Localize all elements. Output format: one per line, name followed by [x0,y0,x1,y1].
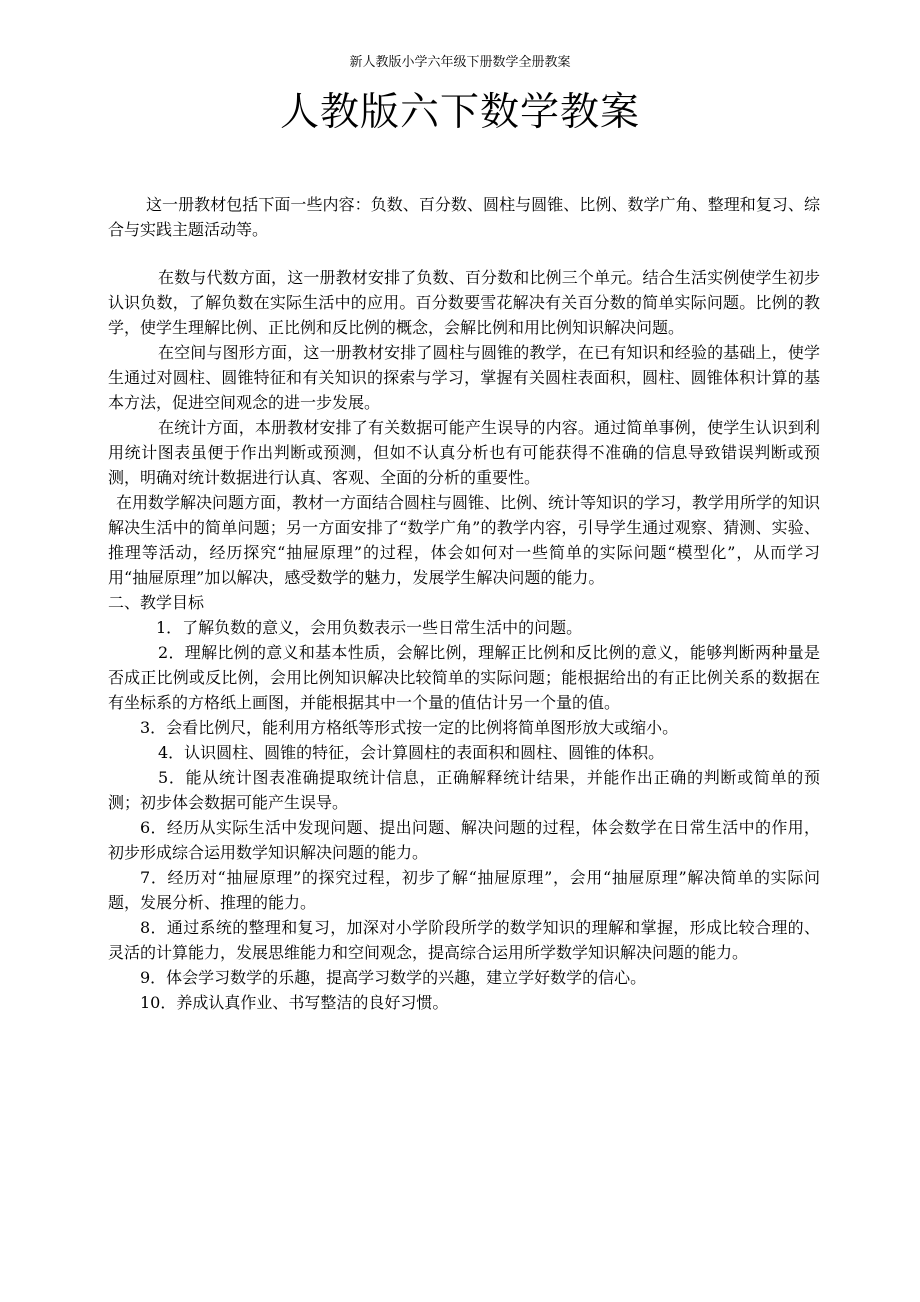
main-section [108,265,820,1015]
intro-section [108,192,820,242]
goal-item: 1．了解负数的意义，会用负数表示一些日常生活中的问题。 [156,618,583,637]
paragraph-statistics: 在统计方面，本册教材安排了有关数据可能产生误导的内容。通过简单事例，使学生认识到利用统计图表虽便于作出判断或预测，但如不认真分析也有可能获得不准确的信息导致错误判断或预测，明确对统计数据进行认真、客观、全面的分析的重要性。 [108,418,820,487]
goal-item: 10．养成认真作业、书写整洁的良好习惯。 [140,993,449,1012]
paragraph-space-geometry: 在空间与图形方面，这一册教材安排了圆柱与圆锥的教学，在已有知识和经验的基础上，使学生通过对圆柱、圆锥特征和有关知识的探索与学习，掌握有关圆柱表面积，圆柱、圆锥体积计算的基本方法，促进空间观念的进一步发展。 [108,343,820,412]
goal-item: 6．经历从实际生活中发现问题、提出问题、解决问题的过程，体会数学在日常生活中的作用，初步形成综合运用数学知识解决问题的能力。 [108,818,820,862]
goal-item: 7．经历对“抽屉原理”的探究过程，初步了解“抽屉原理”，会用“抽屉原理”解决简单的实际问题，发展分析、推理的能力。 [108,868,820,912]
goal-item: 9．体会学习数学的乐趣，提高学习数学的兴趣，建立学好数学的信心。 [140,968,647,987]
paragraph-numbers-algebra: 在数与代数方面，这一册教材安排了负数、百分数和比例三个单元。结合生活实例使学生初步认识负数，了解负数在实际生活中的应用。百分数要雪花解决有关百分数的简单实际问题。比例的教学，使学生理解比例、正比例和反比例的概念，会解比例和用比例知识解决问题。 [108,268,820,337]
goal-item: 4．认识圆柱、圆锥的特征，会计算圆柱的表面积和圆柱、圆锥的体积。 [158,743,665,762]
page-header: 新人教版小学六年级下册数学全册教案 [349,55,571,70]
goal-item: 3．会看比例尺，能利用方格纸等形式按一定的比例将简单图形放大或缩小。 [140,718,679,737]
intro-paragraph: 这一册教材包括下面一些内容：负数、百分数、圆柱与圆锥、比例、数学广角、整理和复习、综合与实践主题活动等。 [108,195,820,239]
goal-item: 2．理解比例的意义和基本性质，会解比例，理解正比例和反比例的意义，能够判断两种量是否成正比例或反比例，会用比例知识解决比较简单的实际问题；能根据给出的有正比例关系的数据在有坐标系的方格纸上画图，并能根据其中一个量的值估计另一个量的值。 [108,643,820,712]
document-title: 人教版六下数学教案 [279,90,640,135]
goals-heading: 二、教学目标 [108,593,205,612]
goal-item: 8．通过系统的整理和复习，加深对小学阶段所学的数学知识的理解和掌握，形成比较合理的、灵活的计算能力，发展思维能力和空间观念，提高综合运用所学数学知识解决问题的能力。 [108,918,820,962]
goal-item: 5．能从统计图表准确提取统计信息，正确解释统计结果，并能作出正确的判断或简单的预测；初步体会数据可能产生误导。 [108,768,820,812]
paragraph-problem-solving: 在用数学解决问题方面，教材一方面结合圆柱与圆锥、比例、统计等知识的学习，教学用所学的知识解决生活中的简单问题；另一方面安排了“数学广角”的教学内容，引导学生通过观察、猜测、实验、推理等活动，经历探究“抽屉原理”的过程，体会如何对一些简单的实际问题“模型化”，从而学习用“抽屉原理”加以解决，感受数学的魅力，发展学生解决问题的能力。 [108,493,821,587]
